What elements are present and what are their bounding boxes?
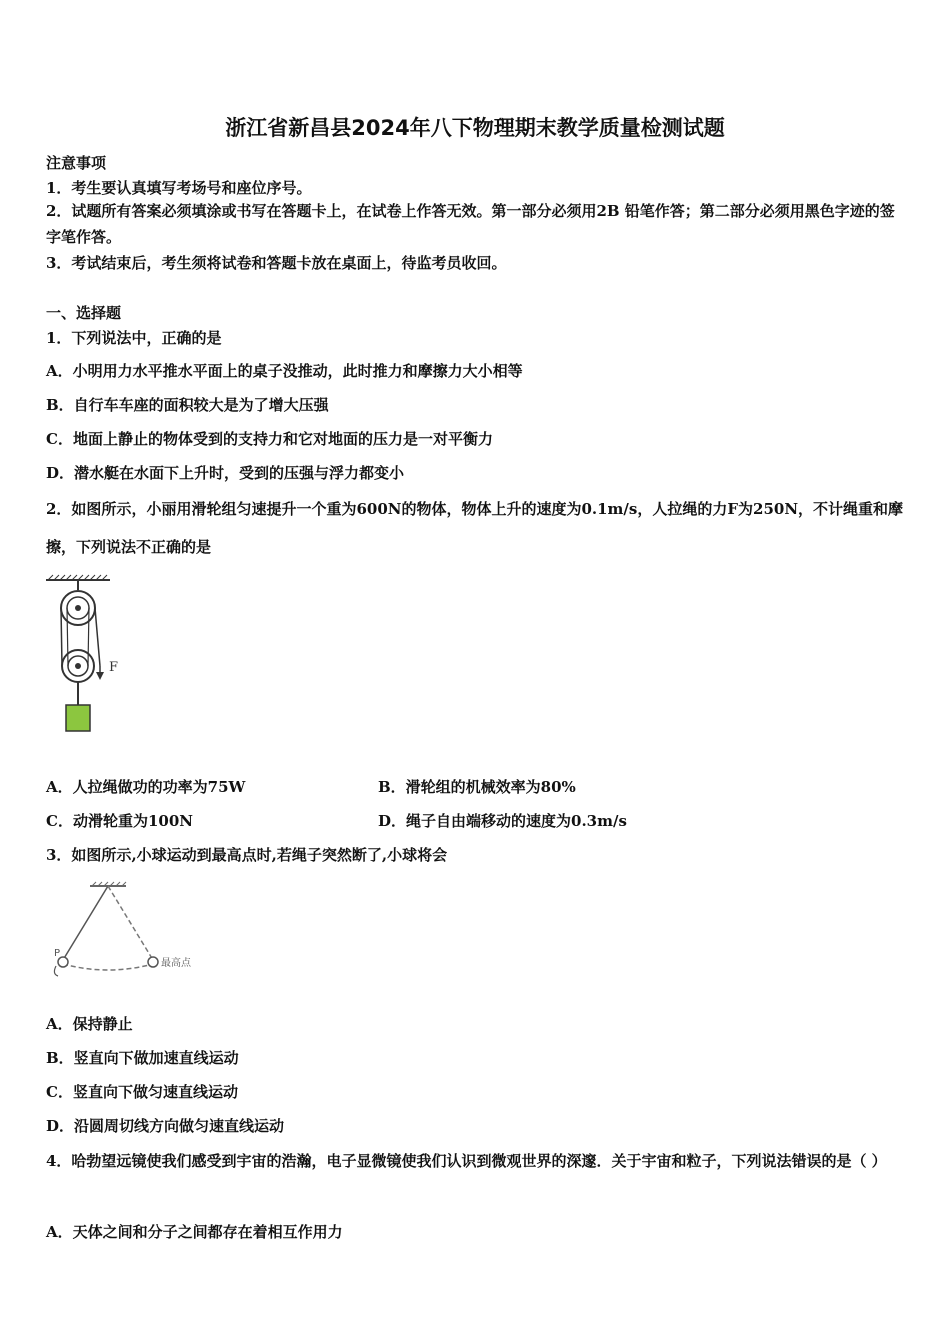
question-1-option-a: A．小明用力水平推水平面上的桌子没推动，此时推力和摩擦力大小相等 bbox=[46, 362, 523, 380]
pulley-figure bbox=[40, 570, 150, 740]
question-1-stem: 1．下列说法中，正确的是 bbox=[46, 329, 222, 347]
question-1-option-b: B．自行车车座的面积较大是为了增大压强 bbox=[46, 396, 329, 414]
section-heading: 一、选择题 bbox=[46, 304, 122, 322]
question-3-option-b: B．竖直向下做加速直线运动 bbox=[46, 1049, 239, 1067]
question-3-option-a: A．保持静止 bbox=[46, 1015, 133, 1033]
point-p-label: P bbox=[54, 948, 61, 959]
question-2-option-b: B．滑轮组的机械效率为80% bbox=[378, 778, 576, 796]
page-title: 浙江省新昌县2024年八下物理期末教学质量检测试题 bbox=[225, 116, 725, 140]
notice-item-2: 2．试题所有答案必须填涂或书写在答题卡上，在试卷上作答无效。第一部分必须用2B 铅笔作答；第二部分必须用黑色字迹的签字笔作答。 bbox=[46, 202, 895, 246]
highest-point-label: 最高点 bbox=[161, 958, 191, 969]
question-1-option-c: C．地面上静止的物体受到的支持力和它对地面的压力是一对平衡力 bbox=[46, 430, 493, 448]
force-label: F bbox=[109, 660, 119, 675]
notice-heading: 注意事项 bbox=[46, 154, 107, 172]
question-2-option-c: C．动滑轮重为100N bbox=[46, 812, 193, 830]
question-4-stem: 4．哈勃望远镜使我们感受到宇宙的浩瀚，电子显微镜使我们认识到微观世界的深邃．关于宇宙和粒子，下列说法错误的是（ ） bbox=[46, 1152, 887, 1170]
notice-item-3: 3．考试结束后，考生须将试卷和答题卡放在桌面上，待监考员收回。 bbox=[46, 254, 507, 272]
question-4-option-a: A．天体之间和分子之间都存在着相互作用力 bbox=[46, 1223, 343, 1241]
question-2-stem: 2．如图所示，小丽用滑轮组匀速提升一个重为600N的物体，物体上升的速度为0.1m/s，人拉绳的力F为250N，不计绳重和摩擦，下列说法不正确的是 bbox=[46, 500, 904, 556]
question-2-option-a: A．人拉绳做功的功率为75W bbox=[46, 778, 246, 796]
question-2-option-d: D．绳子自由端移动的速度为0.3m/s bbox=[378, 812, 627, 830]
notice-item-1: 1．考生要认真填写考场号和座位序号。 bbox=[46, 179, 312, 197]
question-3-stem: 3．如图所示,小球运动到最高点时,若绳子突然断了,小球将会 bbox=[46, 846, 448, 864]
pendulum-figure bbox=[46, 876, 216, 986]
question-3-option-d: D．沿圆周切线方向做匀速直线运动 bbox=[46, 1117, 285, 1135]
question-3-option-c: C．竖直向下做匀速直线运动 bbox=[46, 1083, 238, 1101]
question-1-option-d: D．潜水艇在水面下上升时，受到的压强与浮力都变小 bbox=[46, 464, 405, 482]
